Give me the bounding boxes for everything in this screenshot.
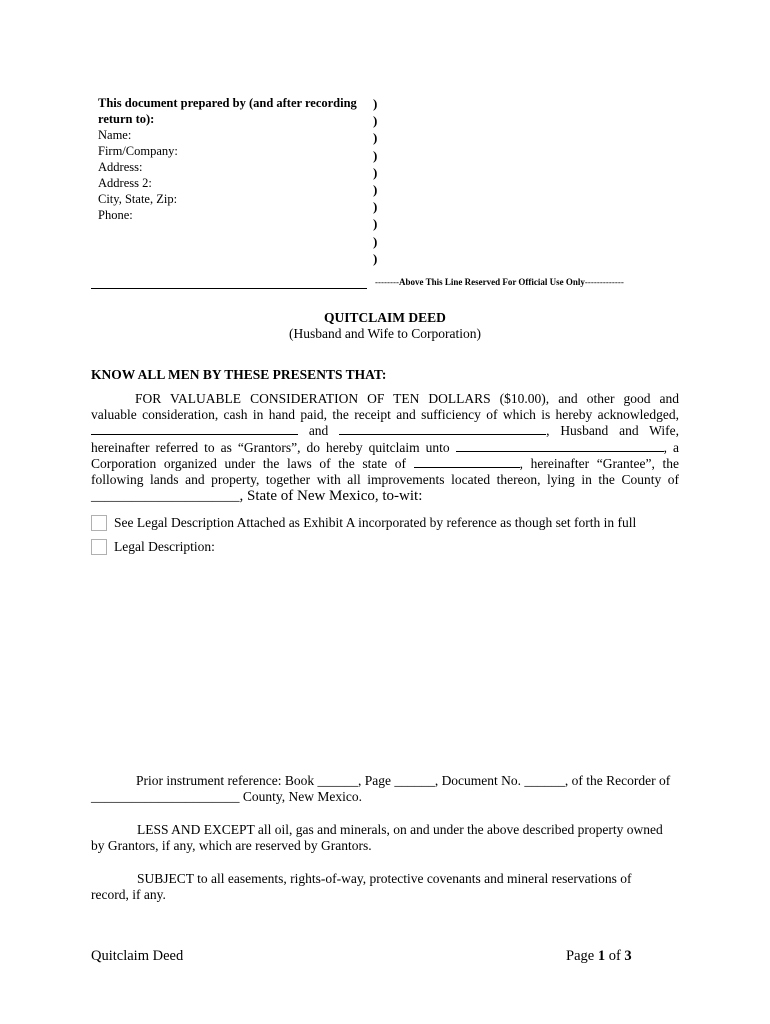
- recording-divider-line: [91, 288, 367, 289]
- prepared-by-heading: This document prepared by (and after recording: [98, 96, 357, 110]
- grantee-text: , hereinafter “Grantee”, the: [519, 455, 679, 471]
- state-new-mexico-text: , State of New Mexico, to-wit:: [239, 488, 423, 505]
- official-dashes-left: --------: [375, 277, 399, 287]
- paren: ): [373, 233, 378, 249]
- field-city-state-zip: City, State, Zip:: [98, 192, 178, 206]
- document-subtitle: (Husband and Wife to Corporation): [289, 326, 481, 341]
- grantor-1-blank[interactable]: [91, 423, 298, 435]
- prepared-by-block: [98, 95, 368, 223]
- corporation-text: Corporation organized under the laws of the state of: [91, 455, 407, 471]
- a-text: , a: [663, 439, 679, 455]
- paren: ): [373, 130, 378, 146]
- paren: ): [373, 96, 378, 111]
- paren: ): [373, 250, 378, 266]
- prior-reference-line-2: ______________________ County, New Mexico.: [91, 789, 362, 805]
- page-total: 3: [624, 948, 632, 964]
- consideration-line-6: following lands and property, together with all improvements located thereon, lying in the County of: [91, 472, 679, 488]
- consideration-line-7: [91, 488, 679, 504]
- official-dashes-right: -------------: [584, 277, 624, 287]
- subject-to-line-1: SUBJECT to all easements, rights-of-way, protective covenants and mineral reservations of: [137, 871, 632, 886]
- less-except-line-2: by Grantors, if any, which are reserved by Grantors.: [91, 838, 372, 854]
- consideration-paragraph: [91, 391, 679, 504]
- field-address: Address:: [98, 160, 143, 174]
- field-address-2: Address 2:: [98, 176, 152, 190]
- exhibit-a-checkbox[interactable]: [91, 515, 107, 531]
- document-title: QUITCLAIM DEED: [324, 310, 446, 325]
- field-phone: Phone:: [98, 208, 133, 222]
- less-except-paragraph: [91, 822, 679, 854]
- prior-reference-line-1: Prior instrument reference: Book ______, Page ______, Document No. ______, of the Recorder of: [136, 773, 671, 788]
- quitclaim-unto-text: hereinafter referred to as “Grantors”, do hereby quitclaim unto: [91, 439, 450, 455]
- county-blank[interactable]: ______________________: [91, 488, 240, 504]
- paren: ): [373, 147, 378, 163]
- paren: ): [373, 199, 378, 215]
- grantee-blank[interactable]: [456, 440, 664, 452]
- consideration-line-1: FOR VALUABLE CONSIDERATION OF TEN DOLLARS ($10.00), and other good and: [135, 391, 679, 406]
- paren: ): [373, 164, 378, 180]
- state-blank[interactable]: [414, 456, 520, 468]
- page-current: 1: [597, 948, 606, 964]
- paren: ): [373, 216, 378, 232]
- official-use-text: Above This Line Reserved For Official Use Only: [398, 277, 585, 287]
- footer-page-number: [566, 948, 632, 965]
- consideration-line-3: [91, 423, 679, 439]
- page-of: of: [605, 948, 625, 964]
- field-name: Name:: [98, 128, 132, 142]
- paren: ): [373, 182, 378, 198]
- less-except-line-1: LESS AND EXCEPT all oil, gas and minerals, on and under the above described property owned: [137, 822, 663, 837]
- field-firm-company: Firm/Company:: [98, 144, 178, 158]
- prior-reference-paragraph: [91, 773, 679, 805]
- bracket-column: [373, 95, 377, 267]
- footer-document-name: Quitclaim Deed: [91, 948, 184, 964]
- exhibit-a-label: See Legal Description Attached as Exhibit A incorporated by reference as though set forth in full: [114, 515, 637, 530]
- legal-description-label: Legal Description:: [114, 539, 215, 554]
- husband-wife-text: , Husband and Wife,: [546, 423, 679, 439]
- consideration-line-5: [91, 456, 679, 472]
- grantor-2-blank[interactable]: [339, 423, 546, 435]
- legal-description-checkbox[interactable]: [91, 539, 107, 555]
- know-all-heading: KNOW ALL MEN BY THESE PRESENTS THAT:: [91, 367, 387, 382]
- subject-to-paragraph: [91, 871, 679, 903]
- page-prefix: Page: [566, 948, 598, 964]
- consideration-line-4: [91, 440, 679, 456]
- subject-to-line-2: record, if any.: [91, 887, 166, 903]
- consideration-line-2: valuable consideration, cash in hand paid, the receipt and sufficiency of which is hereby acknowledged,: [91, 407, 679, 423]
- paren: ): [373, 113, 378, 129]
- and-text: and: [308, 423, 329, 439]
- official-use-notice: [375, 277, 624, 287]
- prepared-by-heading-cont: return to):: [98, 112, 155, 126]
